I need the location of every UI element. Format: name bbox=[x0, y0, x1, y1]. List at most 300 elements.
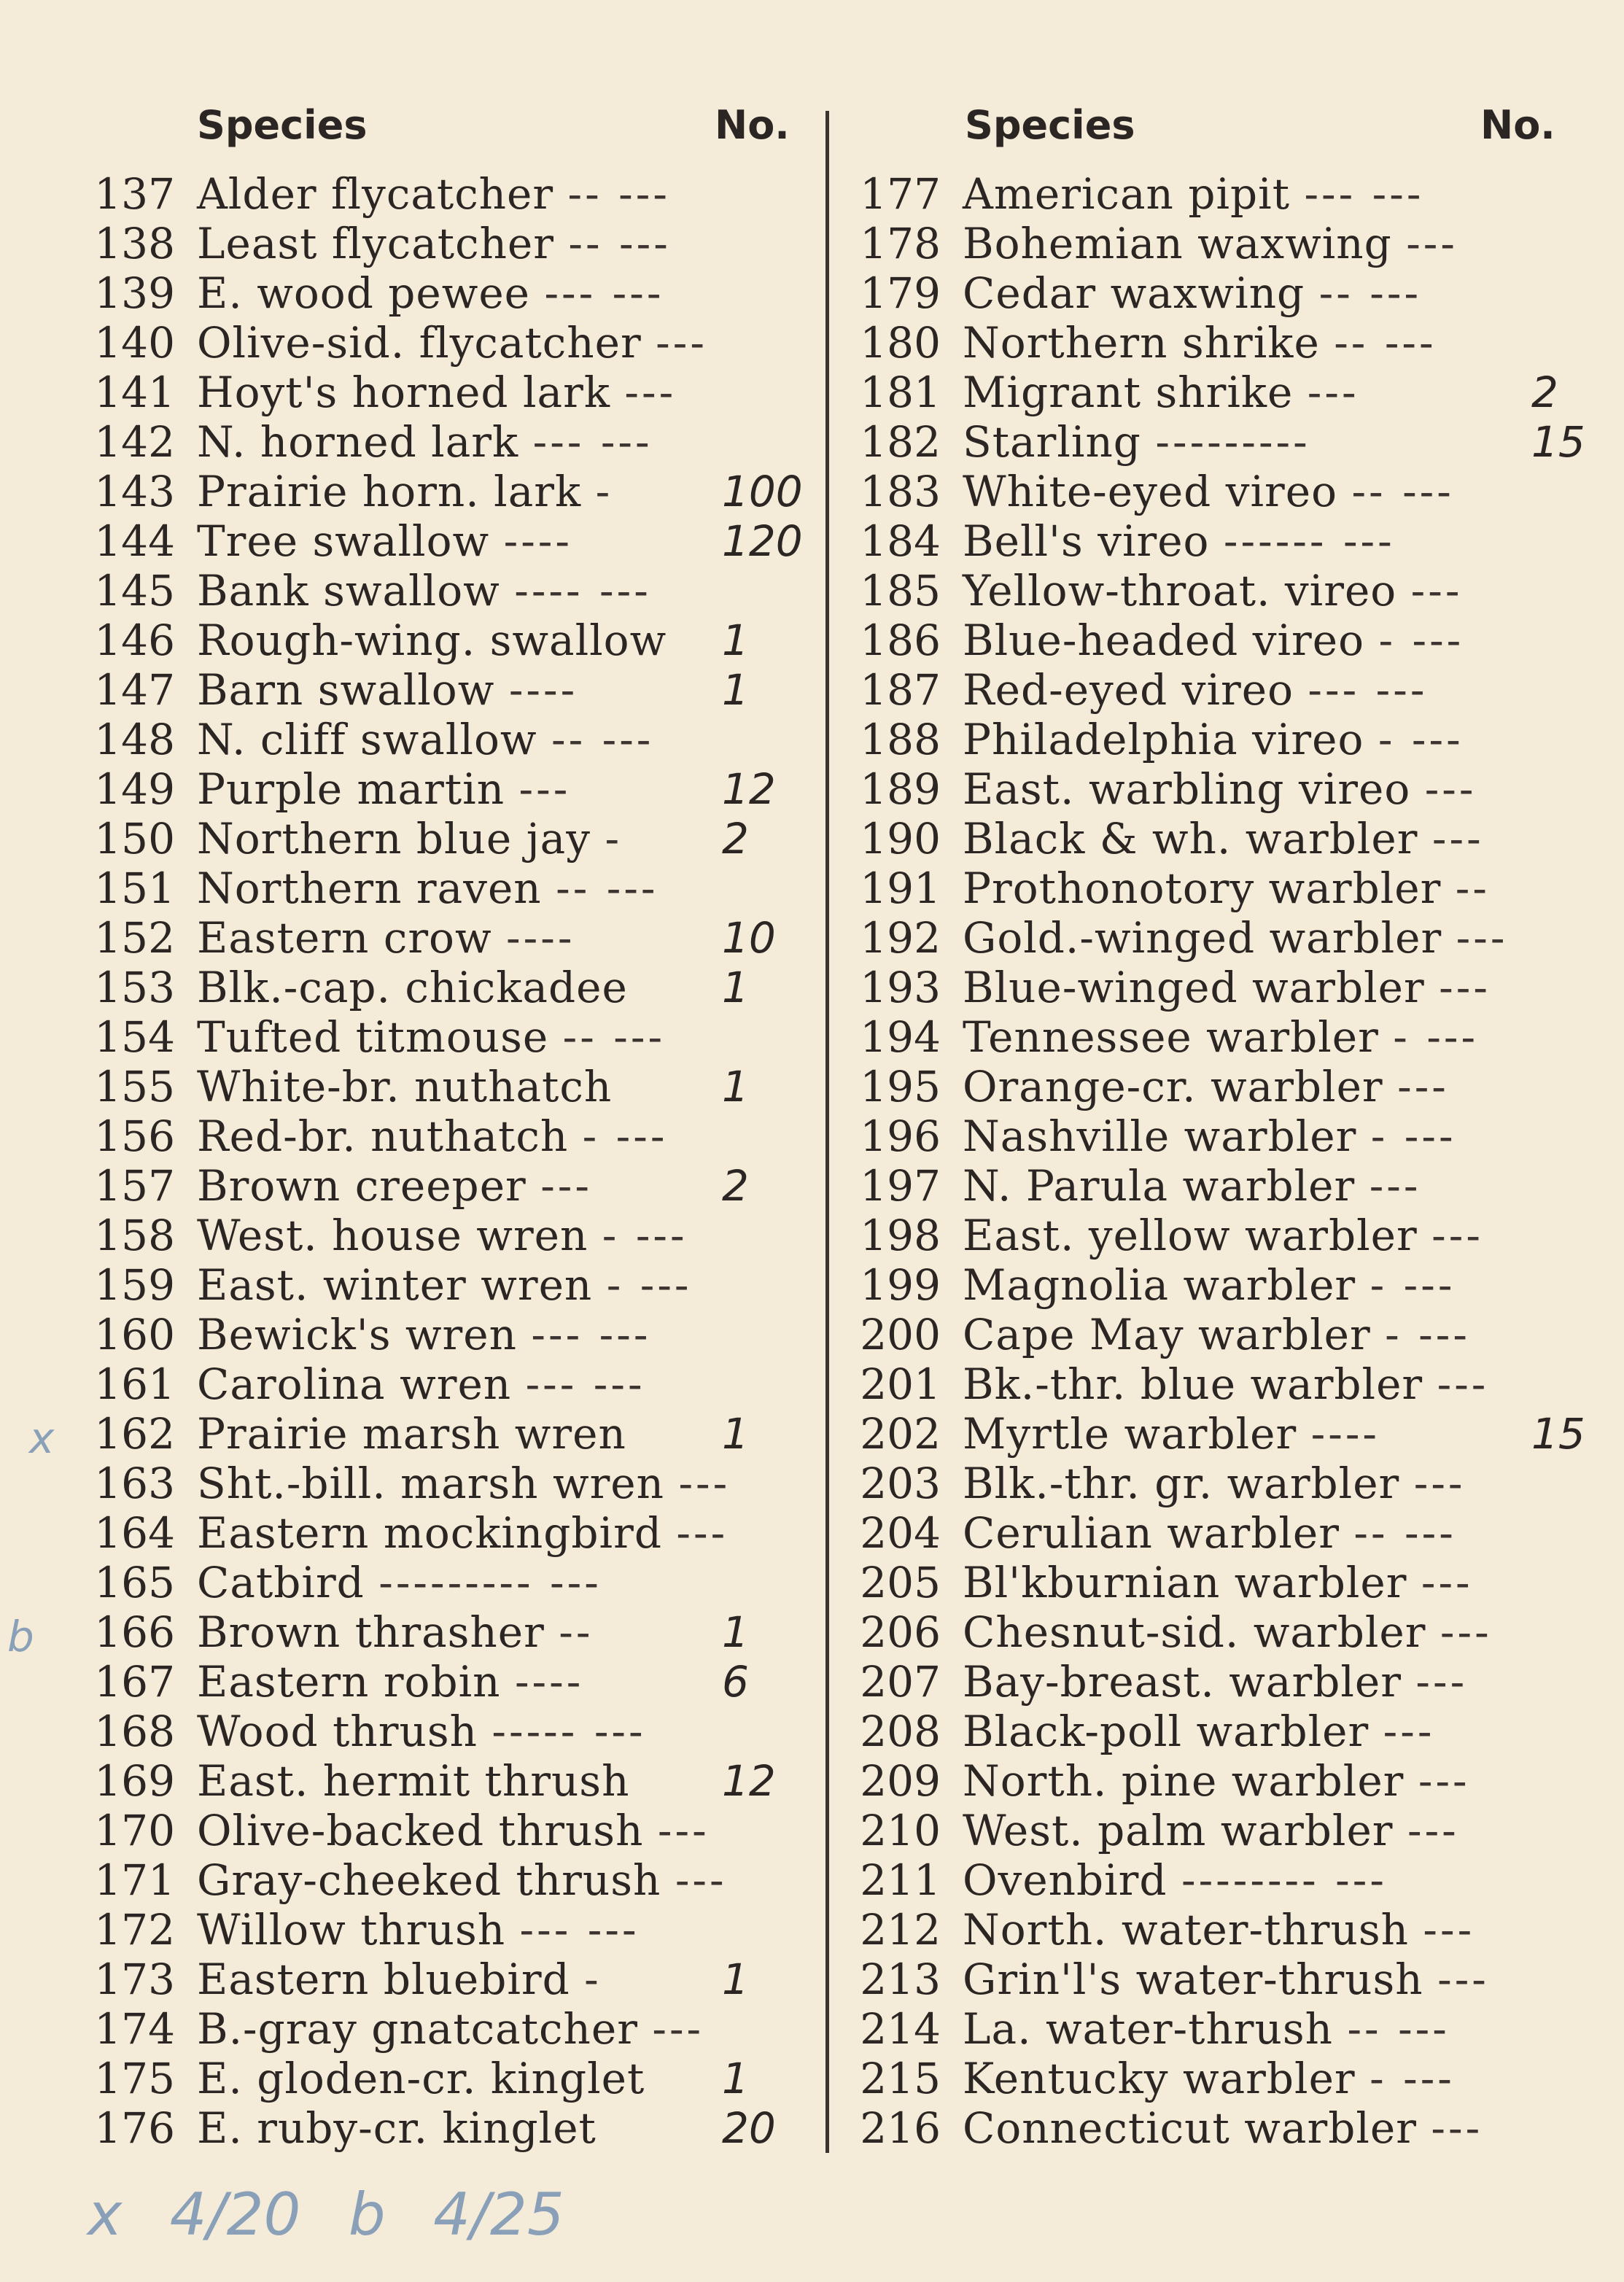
leader-dashes: - bbox=[584, 1955, 602, 2004]
column-divider bbox=[825, 111, 829, 2153]
species-number: 174 bbox=[94, 2004, 175, 2054]
species-name bbox=[963, 1459, 1466, 1508]
leader-dashes: --- bbox=[1407, 1806, 1459, 1855]
species-name bbox=[197, 1657, 583, 1707]
species-name bbox=[197, 863, 658, 913]
species-name-text: Prothonotory warbler bbox=[963, 863, 1442, 913]
species-row bbox=[846, 1161, 1590, 1211]
left-header bbox=[80, 102, 813, 169]
leader-dashes: -- --- bbox=[1318, 268, 1422, 318]
species-name-text: Olive-sid. flycatcher bbox=[197, 318, 642, 368]
leader-dashes: --- bbox=[518, 764, 571, 814]
species-name bbox=[197, 1111, 667, 1161]
leader-dashes: --- bbox=[1383, 1707, 1435, 1756]
species-row bbox=[846, 715, 1590, 764]
species-name-text: East. winter wren bbox=[197, 1260, 593, 1310]
handwritten-count: 1 bbox=[722, 1607, 749, 1657]
leader-dashes: -- --- bbox=[1334, 318, 1437, 368]
species-name-text: Eastern robin bbox=[197, 1657, 501, 1707]
species-row bbox=[80, 1161, 813, 1211]
species-number: 199 bbox=[860, 1260, 941, 1310]
species-number: 177 bbox=[860, 169, 941, 219]
leader-dashes: ------ --- bbox=[1223, 516, 1395, 566]
species-number: 170 bbox=[94, 1806, 175, 1855]
species-name bbox=[963, 764, 1476, 814]
species-number: 169 bbox=[94, 1756, 175, 1806]
species-name bbox=[963, 1260, 1455, 1310]
species-name bbox=[197, 1806, 710, 1855]
species-row bbox=[80, 1409, 813, 1459]
species-row bbox=[846, 1607, 1590, 1657]
species-row bbox=[846, 665, 1590, 715]
leader-dashes: ---- bbox=[514, 1657, 584, 1707]
species-name bbox=[963, 1657, 1467, 1707]
species-number: 184 bbox=[860, 516, 941, 566]
species-name bbox=[963, 1111, 1456, 1161]
species-name-text: Bk.-thr. blue warbler bbox=[963, 1359, 1423, 1409]
species-name-text: Gray-cheeked thrush bbox=[197, 1855, 661, 1905]
species-row bbox=[80, 1359, 813, 1409]
species-number: 185 bbox=[860, 566, 941, 616]
species-number: 175 bbox=[94, 2054, 175, 2103]
species-name bbox=[963, 2103, 1483, 2153]
species-number: 172 bbox=[94, 1905, 175, 1955]
species-name bbox=[197, 616, 681, 665]
species-number: 200 bbox=[860, 1310, 941, 1359]
leader-dashes: --- bbox=[540, 1161, 592, 1211]
leader-dashes: ---- --- bbox=[514, 566, 651, 616]
species-row bbox=[846, 814, 1590, 863]
species-name-text: Bay-breast. warbler bbox=[963, 1657, 1402, 1707]
species-name-text: N. cliff swallow bbox=[197, 715, 537, 764]
species-number: 181 bbox=[860, 368, 941, 417]
species-row bbox=[80, 1260, 813, 1310]
species-name-text: West. house wren bbox=[197, 1211, 588, 1260]
species-number: 182 bbox=[860, 417, 941, 467]
species-row bbox=[846, 1409, 1590, 1459]
handwritten-count: 1 bbox=[722, 2054, 749, 2103]
species-row bbox=[846, 1111, 1590, 1161]
species-name bbox=[963, 1558, 1473, 1607]
species-row bbox=[80, 1508, 813, 1558]
species-number: 165 bbox=[94, 1558, 175, 1607]
species-name-text: Eastern mockingbird bbox=[197, 1508, 662, 1558]
species-name-text: N. Parula warbler bbox=[963, 1161, 1356, 1211]
species-row bbox=[80, 1756, 813, 1806]
leader-dashes: - --- bbox=[1378, 715, 1464, 764]
species-row bbox=[80, 1657, 813, 1707]
species-row bbox=[80, 268, 813, 318]
species-number: 149 bbox=[94, 764, 175, 814]
handwritten-count: 12 bbox=[722, 764, 776, 814]
species-number: 205 bbox=[860, 1558, 941, 1607]
species-number: 197 bbox=[860, 1161, 941, 1211]
species-name bbox=[963, 1905, 1475, 1955]
species-name-text: Magnolia warbler bbox=[963, 1260, 1356, 1310]
leader-dashes: --- bbox=[1456, 913, 1508, 963]
species-name bbox=[963, 913, 1507, 963]
leader-dashes: -- --- bbox=[562, 1012, 666, 1062]
handwritten-count: 1 bbox=[722, 616, 749, 665]
species-number: 214 bbox=[860, 2004, 941, 2054]
species-number: 186 bbox=[860, 616, 941, 665]
species-name bbox=[197, 2054, 659, 2103]
species-row bbox=[80, 368, 813, 417]
species-name bbox=[197, 1359, 645, 1409]
species-name bbox=[963, 963, 1491, 1012]
species-number: 168 bbox=[94, 1707, 175, 1756]
species-name bbox=[963, 1211, 1483, 1260]
species-number: 144 bbox=[94, 516, 175, 566]
species-name-text: Northern blue jay bbox=[197, 814, 591, 863]
species-number: 158 bbox=[94, 1211, 175, 1260]
species-number: 162 bbox=[94, 1409, 175, 1459]
species-row bbox=[80, 169, 813, 219]
species-row bbox=[80, 863, 813, 913]
species-name-text: Barn swallow bbox=[197, 665, 495, 715]
species-row bbox=[846, 1211, 1590, 1260]
species-name-text: Blue-headed vireo bbox=[963, 616, 1365, 665]
species-name-text: Tree swallow bbox=[197, 516, 490, 566]
species-name bbox=[963, 516, 1395, 566]
species-row bbox=[846, 616, 1590, 665]
leader-dashes: -- --- bbox=[551, 715, 654, 764]
species-name-text: B.-gray gnatcatcher bbox=[197, 2004, 638, 2054]
species-name bbox=[963, 1508, 1456, 1558]
species-name-text: American pipit bbox=[963, 169, 1290, 219]
leader-dashes: --- bbox=[675, 1855, 727, 1905]
species-number: 150 bbox=[94, 814, 175, 863]
species-name-text: Alder flycatcher bbox=[197, 169, 554, 219]
species-row bbox=[80, 1211, 813, 1260]
leader-dashes: --- bbox=[1437, 1359, 1489, 1409]
species-name-text: Prairie marsh wren bbox=[197, 1409, 626, 1459]
species-row bbox=[846, 1359, 1590, 1409]
species-name bbox=[963, 2004, 1450, 2054]
species-name bbox=[197, 913, 575, 963]
species-name bbox=[963, 1855, 1387, 1905]
species-name bbox=[197, 1062, 626, 1111]
species-row bbox=[846, 1558, 1590, 1607]
species-name-text: Yellow-throat. vireo bbox=[963, 566, 1397, 616]
leader-dashes: -- bbox=[559, 1607, 594, 1657]
species-name-text: Bell's vireo bbox=[963, 516, 1210, 566]
species-row bbox=[846, 417, 1590, 467]
species-row bbox=[846, 169, 1590, 219]
species-row bbox=[846, 1657, 1590, 1707]
species-number: 202 bbox=[860, 1409, 941, 1459]
species-name bbox=[197, 715, 653, 764]
species-number: 171 bbox=[94, 1855, 175, 1905]
leader-dashes: ---- bbox=[506, 913, 575, 963]
species-row bbox=[846, 2054, 1590, 2103]
species-name bbox=[197, 268, 664, 318]
species-number: 203 bbox=[860, 1459, 941, 1508]
leader-dashes: - --- bbox=[1393, 1012, 1479, 1062]
species-number: 141 bbox=[94, 368, 175, 417]
species-name-text: East. warbling vireo bbox=[963, 764, 1411, 814]
species-name bbox=[963, 1161, 1421, 1211]
species-name-text: Kentucky warbler bbox=[963, 2054, 1356, 2103]
leader-dashes: -- --- bbox=[1353, 1508, 1456, 1558]
species-row bbox=[846, 1855, 1590, 1905]
leader-dashes: -------- --- bbox=[1181, 1855, 1387, 1905]
leader-dashes: ---- bbox=[503, 516, 572, 566]
species-name-text: Cape May warbler bbox=[963, 1310, 1371, 1359]
leader-dashes: --- --- bbox=[1304, 169, 1424, 219]
species-name bbox=[197, 1756, 644, 1806]
leader-dashes: --- bbox=[1431, 2103, 1483, 2153]
species-row bbox=[80, 715, 813, 764]
species-row bbox=[846, 963, 1590, 1012]
species-row bbox=[80, 1111, 813, 1161]
species-number: 146 bbox=[94, 616, 175, 665]
species-number: 211 bbox=[860, 1855, 941, 1905]
species-name bbox=[963, 566, 1462, 616]
species-name-text: Hoyt's horned lark bbox=[197, 368, 610, 417]
species-row bbox=[80, 219, 813, 268]
species-name bbox=[963, 715, 1464, 764]
species-name-text: E. wood pewee bbox=[197, 268, 531, 318]
species-number: 160 bbox=[94, 1310, 175, 1359]
species-name bbox=[197, 1855, 727, 1905]
leader-dashes: --- bbox=[1439, 963, 1491, 1012]
species-name-text: Sht.-bill. marsh wren bbox=[197, 1459, 664, 1508]
species-name-text: East. hermit thrush bbox=[197, 1756, 630, 1806]
species-number: 210 bbox=[860, 1806, 941, 1855]
species-row bbox=[80, 913, 813, 963]
species-row bbox=[846, 764, 1590, 814]
species-name bbox=[963, 1062, 1449, 1111]
handwritten-count: 12 bbox=[722, 1756, 776, 1806]
species-name-text: N. horned lark bbox=[197, 417, 519, 467]
species-name bbox=[197, 318, 707, 368]
species-row bbox=[846, 2103, 1590, 2153]
left-column bbox=[80, 102, 813, 2153]
leader-dashes: -- --- bbox=[1351, 467, 1454, 516]
species-name bbox=[197, 368, 676, 417]
species-row bbox=[80, 963, 813, 1012]
species-name bbox=[197, 1459, 730, 1508]
leader-dashes: -- --- bbox=[1347, 2004, 1450, 2054]
species-number: 137 bbox=[94, 169, 175, 219]
species-row bbox=[80, 1905, 813, 1955]
species-name-text: North. water-thrush bbox=[963, 1905, 1409, 1955]
species-name-text: Blue-winged warbler bbox=[963, 963, 1425, 1012]
species-name-text: Red-br. nuthatch bbox=[197, 1111, 569, 1161]
footer-handwritten-note: x 4/20 b 4/25 bbox=[88, 2181, 564, 2248]
species-name bbox=[197, 1558, 602, 1607]
species-row bbox=[846, 1905, 1590, 1955]
species-row bbox=[846, 913, 1590, 963]
handwritten-count: 1 bbox=[722, 1409, 749, 1459]
species-number: 180 bbox=[860, 318, 941, 368]
species-name bbox=[197, 1409, 640, 1459]
species-row bbox=[80, 1806, 813, 1855]
leader-dashes: ---- bbox=[1310, 1409, 1380, 1459]
species-number: 145 bbox=[94, 566, 175, 616]
species-name-text: Bl'kburnian warbler bbox=[963, 1558, 1407, 1607]
species-name-text: Black-poll warbler bbox=[963, 1707, 1369, 1756]
species-number: 208 bbox=[860, 1707, 941, 1756]
species-row bbox=[846, 1508, 1590, 1558]
species-name-text: Cerulian warbler bbox=[963, 1508, 1340, 1558]
species-name-text: Carolina wren bbox=[197, 1359, 512, 1409]
handwritten-count: 100 bbox=[722, 467, 803, 516]
species-row bbox=[80, 1012, 813, 1062]
species-number: 206 bbox=[860, 1607, 941, 1657]
species-number: 153 bbox=[94, 963, 175, 1012]
species-row bbox=[846, 566, 1590, 616]
species-name-text: Red-eyed vireo bbox=[963, 665, 1294, 715]
species-name-text: Bank swallow bbox=[197, 566, 500, 616]
handwritten-count: 6 bbox=[722, 1657, 749, 1707]
species-number: 157 bbox=[94, 1161, 175, 1211]
species-name-text: Prairie horn. lark bbox=[197, 467, 582, 516]
species-name bbox=[963, 169, 1423, 219]
species-name bbox=[197, 1012, 665, 1062]
species-name bbox=[197, 2103, 610, 2153]
species-row bbox=[80, 764, 813, 814]
leader-dashes: ---- bbox=[508, 665, 578, 715]
species-number: 148 bbox=[94, 715, 175, 764]
species-name-text: Brown thrasher bbox=[197, 1607, 545, 1657]
leader-dashes: --- bbox=[1437, 1955, 1489, 2004]
species-name-text: Rough-wing. swallow bbox=[197, 616, 667, 665]
species-name-text: Orange-cr. warbler bbox=[963, 1062, 1383, 1111]
handwritten-count: 10 bbox=[722, 913, 776, 963]
species-number: 192 bbox=[860, 913, 941, 963]
species-number: 161 bbox=[94, 1359, 175, 1409]
handwritten-count: 15 bbox=[1531, 417, 1585, 467]
species-name bbox=[963, 1806, 1459, 1855]
handwritten-count: 15 bbox=[1531, 1409, 1585, 1459]
species-name bbox=[963, 417, 1310, 467]
species-name bbox=[197, 1211, 688, 1260]
species-number: 216 bbox=[860, 2103, 941, 2153]
species-number: 163 bbox=[94, 1459, 175, 1508]
species-name bbox=[963, 318, 1437, 368]
leader-dashes: --- --- bbox=[525, 1359, 645, 1409]
leader-dashes: --- bbox=[1431, 1211, 1483, 1260]
species-row bbox=[846, 1756, 1590, 1806]
species-number: 195 bbox=[860, 1062, 941, 1111]
species-row bbox=[846, 1459, 1590, 1508]
species-row bbox=[80, 1310, 813, 1359]
species-name bbox=[197, 764, 570, 814]
species-row bbox=[80, 814, 813, 863]
species-number: 215 bbox=[860, 2054, 941, 2103]
species-number: 154 bbox=[94, 1012, 175, 1062]
species-name bbox=[197, 516, 572, 566]
species-number: 183 bbox=[860, 467, 941, 516]
species-number: 190 bbox=[860, 814, 941, 863]
species-number: 152 bbox=[94, 913, 175, 963]
species-name-text: West. palm warbler bbox=[963, 1806, 1394, 1855]
leader-dashes: -- --- bbox=[568, 219, 671, 268]
species-row bbox=[846, 516, 1590, 566]
species-row bbox=[846, 219, 1590, 268]
species-name-text: Myrtle warbler bbox=[963, 1409, 1297, 1459]
species-name-text: Bohemian waxwing bbox=[963, 219, 1392, 268]
species-name bbox=[963, 268, 1421, 318]
species-name bbox=[197, 1310, 650, 1359]
species-name-text: E. ruby-cr. kinglet bbox=[197, 2103, 597, 2153]
leader-dashes: --- bbox=[1440, 1607, 1492, 1657]
species-row bbox=[846, 1955, 1590, 2004]
species-number: 187 bbox=[860, 665, 941, 715]
species-name bbox=[963, 1359, 1488, 1409]
species-name-text: La. water-thrush bbox=[963, 2004, 1334, 2054]
species-row bbox=[80, 1062, 813, 1111]
species-number: 201 bbox=[860, 1359, 941, 1409]
species-name bbox=[963, 1310, 1470, 1359]
handwritten-count: 1 bbox=[722, 963, 749, 1012]
species-number: 147 bbox=[94, 665, 175, 715]
leader-dashes: - --- bbox=[582, 1111, 668, 1161]
species-name-text: Chesnut-sid. warbler bbox=[963, 1607, 1426, 1657]
species-name-text: Philadelphia vireo bbox=[963, 715, 1364, 764]
left-no-heading: No. bbox=[715, 102, 790, 148]
species-name-text: Connecticut warbler bbox=[963, 2103, 1417, 2153]
species-row bbox=[846, 1260, 1590, 1310]
species-name-text: North. pine warbler bbox=[963, 1756, 1405, 1806]
leader-dashes: ----- --- bbox=[492, 1707, 646, 1756]
species-name-text: Eastern bluebird bbox=[197, 1955, 570, 2004]
leader-dashes: - bbox=[605, 814, 623, 863]
species-number: 139 bbox=[94, 268, 175, 318]
species-number: 209 bbox=[860, 1756, 941, 1806]
species-name-text: Bewick's wren bbox=[197, 1310, 517, 1359]
species-name bbox=[963, 616, 1464, 665]
species-number: 204 bbox=[860, 1508, 941, 1558]
species-name-text: Ovenbird bbox=[963, 1855, 1168, 1905]
species-name bbox=[963, 1707, 1434, 1756]
species-number: 196 bbox=[860, 1111, 941, 1161]
handwritten-count: 1 bbox=[722, 665, 749, 715]
leader-dashes: --- --- bbox=[532, 417, 653, 467]
species-name bbox=[197, 1508, 728, 1558]
leader-dashes: - --- bbox=[606, 1260, 692, 1310]
species-row bbox=[80, 2004, 813, 2054]
leader-dashes: --- bbox=[1406, 219, 1458, 268]
species-name-text: Migrant shrike bbox=[963, 368, 1294, 417]
species-name bbox=[963, 1607, 1492, 1657]
species-name bbox=[963, 1409, 1380, 1459]
species-number: 179 bbox=[860, 268, 941, 318]
species-row bbox=[80, 1707, 813, 1756]
species-row bbox=[80, 318, 813, 368]
species-name-text: Willow thrush bbox=[197, 1905, 506, 1955]
species-number: 176 bbox=[94, 2103, 175, 2153]
leader-dashes: --- --- bbox=[1308, 665, 1428, 715]
species-row bbox=[80, 516, 813, 566]
right-no-heading: No. bbox=[1480, 102, 1555, 148]
species-name-text: Eastern crow bbox=[197, 913, 492, 963]
species-name-text: Tennessee warbler bbox=[963, 1012, 1379, 1062]
species-row bbox=[846, 1310, 1590, 1359]
species-name bbox=[197, 814, 622, 863]
species-name bbox=[197, 169, 670, 219]
species-name-text: Tufted titmouse bbox=[197, 1012, 549, 1062]
species-row bbox=[80, 1558, 813, 1607]
species-row bbox=[846, 1012, 1590, 1062]
species-row bbox=[80, 2103, 813, 2153]
species-row bbox=[846, 1707, 1590, 1756]
species-number: 143 bbox=[94, 467, 175, 516]
species-name bbox=[197, 1905, 640, 1955]
species-number: 142 bbox=[94, 417, 175, 467]
